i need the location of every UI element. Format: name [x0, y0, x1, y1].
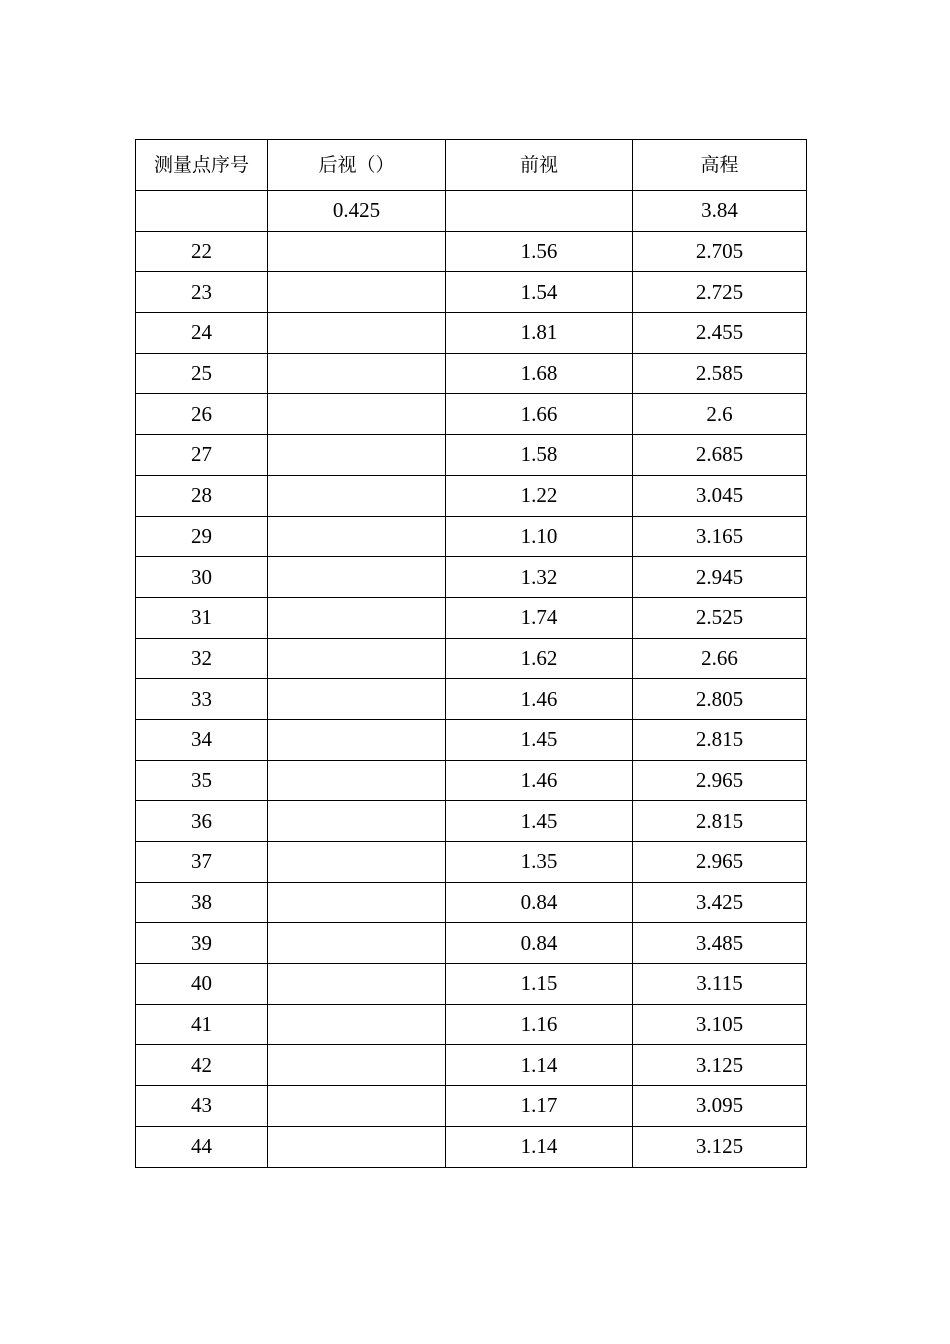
table-row: [136, 1004, 807, 1045]
cell-backsight: [268, 597, 446, 638]
table-row: [136, 516, 807, 557]
table-row: [136, 475, 807, 516]
cell-point-number: 39: [136, 923, 268, 964]
cell-elevation: 3.485: [633, 923, 807, 964]
cell-elevation: 3.125: [633, 1045, 807, 1086]
table-row: [136, 1086, 807, 1127]
cell-point-number: 23: [136, 272, 268, 313]
cell-point-number: 31: [136, 597, 268, 638]
cell-backsight: [268, 842, 446, 883]
survey-table: [135, 139, 807, 1168]
cell-backsight: [268, 557, 446, 598]
cell-point-number: 43: [136, 1086, 268, 1127]
cell-elevation: 2.525: [633, 597, 807, 638]
cell-foresight: 1.14: [446, 1126, 633, 1167]
table-row: [136, 557, 807, 598]
cell-point-number: 33: [136, 679, 268, 720]
cell-foresight: [446, 191, 633, 232]
cell-point-number: 32: [136, 638, 268, 679]
cell-point-number: 27: [136, 435, 268, 476]
cell-elevation: 2.805: [633, 679, 807, 720]
table-row: [136, 964, 807, 1005]
cell-backsight: [268, 882, 446, 923]
cell-point-number: 37: [136, 842, 268, 883]
header-foresight: 前视: [446, 140, 633, 191]
cell-point-number: 38: [136, 882, 268, 923]
cell-backsight: [268, 679, 446, 720]
table-row: [136, 638, 807, 679]
table-row: [136, 353, 807, 394]
cell-point-number: 34: [136, 719, 268, 760]
header-backsight: 后视（）: [268, 140, 446, 191]
cell-elevation: 2.585: [633, 353, 807, 394]
cell-backsight: [268, 475, 446, 516]
cell-backsight: [268, 1004, 446, 1045]
cell-elevation: 2.965: [633, 760, 807, 801]
header-point-number: 测量点序号: [136, 140, 268, 191]
table-row: [136, 231, 807, 272]
cell-point-number: 28: [136, 475, 268, 516]
cell-point-number: 25: [136, 353, 268, 394]
cell-elevation: 2.685: [633, 435, 807, 476]
table-row: [136, 719, 807, 760]
cell-point-number: 36: [136, 801, 268, 842]
cell-backsight: [268, 923, 446, 964]
cell-foresight: 1.74: [446, 597, 633, 638]
cell-foresight: 1.45: [446, 801, 633, 842]
cell-foresight: 1.45: [446, 719, 633, 760]
cell-backsight: [268, 1086, 446, 1127]
cell-elevation: 2.965: [633, 842, 807, 883]
cell-foresight: 1.17: [446, 1086, 633, 1127]
cell-elevation: 3.125: [633, 1126, 807, 1167]
cell-foresight: 1.58: [446, 435, 633, 476]
cell-elevation: 3.165: [633, 516, 807, 557]
cell-foresight: 1.66: [446, 394, 633, 435]
cell-point-number: 42: [136, 1045, 268, 1086]
cell-backsight: [268, 394, 446, 435]
cell-foresight: 1.16: [446, 1004, 633, 1045]
cell-backsight: [268, 516, 446, 557]
cell-backsight: [268, 353, 446, 394]
cell-point-number: 29: [136, 516, 268, 557]
cell-elevation: 3.84: [633, 191, 807, 232]
cell-point-number: 35: [136, 760, 268, 801]
table-row: [136, 597, 807, 638]
cell-elevation: 2.705: [633, 231, 807, 272]
cell-elevation: 2.815: [633, 801, 807, 842]
table-row: [136, 394, 807, 435]
cell-foresight: 1.22: [446, 475, 633, 516]
cell-backsight: [268, 638, 446, 679]
cell-point-number: 41: [136, 1004, 268, 1045]
table-row: [136, 679, 807, 720]
cell-point-number: 24: [136, 313, 268, 354]
table-header: [136, 140, 807, 191]
cell-point-number: 40: [136, 964, 268, 1005]
table-row: [136, 313, 807, 354]
cell-foresight: 1.14: [446, 1045, 633, 1086]
cell-foresight: 1.46: [446, 679, 633, 720]
cell-foresight: 1.32: [446, 557, 633, 598]
header-elevation: 高程: [633, 140, 807, 191]
cell-elevation: 3.045: [633, 475, 807, 516]
cell-foresight: 1.46: [446, 760, 633, 801]
cell-elevation: 2.725: [633, 272, 807, 313]
cell-point-number: 26: [136, 394, 268, 435]
cell-foresight: 1.54: [446, 272, 633, 313]
cell-elevation: 2.455: [633, 313, 807, 354]
cell-elevation: 2.66: [633, 638, 807, 679]
table-row: [136, 801, 807, 842]
cell-point-number: [136, 191, 268, 232]
cell-backsight: [268, 272, 446, 313]
table-row: [136, 842, 807, 883]
table-row: [136, 1045, 807, 1086]
table-row: [136, 760, 807, 801]
table-row: [136, 923, 807, 964]
cell-backsight: [268, 1045, 446, 1086]
cell-foresight: 1.68: [446, 353, 633, 394]
header-row: [136, 140, 807, 191]
cell-backsight: [268, 964, 446, 1005]
cell-elevation: 2.6: [633, 394, 807, 435]
cell-backsight: 0.425: [268, 191, 446, 232]
cell-backsight: [268, 760, 446, 801]
cell-foresight: 1.81: [446, 313, 633, 354]
cell-backsight: [268, 801, 446, 842]
cell-backsight: [268, 1126, 446, 1167]
cell-foresight: 1.15: [446, 964, 633, 1005]
cell-foresight: 1.62: [446, 638, 633, 679]
cell-elevation: 2.945: [633, 557, 807, 598]
cell-elevation: 3.105: [633, 1004, 807, 1045]
cell-elevation: 3.115: [633, 964, 807, 1005]
cell-foresight: 1.56: [446, 231, 633, 272]
cell-point-number: 44: [136, 1126, 268, 1167]
cell-backsight: [268, 231, 446, 272]
table-body: [136, 191, 807, 1168]
cell-foresight: 0.84: [446, 882, 633, 923]
cell-elevation: 3.425: [633, 882, 807, 923]
cell-elevation: 3.095: [633, 1086, 807, 1127]
cell-foresight: 1.35: [446, 842, 633, 883]
cell-foresight: 0.84: [446, 923, 633, 964]
table-row: [136, 272, 807, 313]
cell-backsight: [268, 719, 446, 760]
table-row: [136, 882, 807, 923]
cell-elevation: 2.815: [633, 719, 807, 760]
cell-foresight: 1.10: [446, 516, 633, 557]
table-row: [136, 1126, 807, 1167]
cell-point-number: 22: [136, 231, 268, 272]
table-row: [136, 191, 807, 232]
cell-backsight: [268, 313, 446, 354]
cell-point-number: 30: [136, 557, 268, 598]
table-row: [136, 435, 807, 476]
cell-backsight: [268, 435, 446, 476]
